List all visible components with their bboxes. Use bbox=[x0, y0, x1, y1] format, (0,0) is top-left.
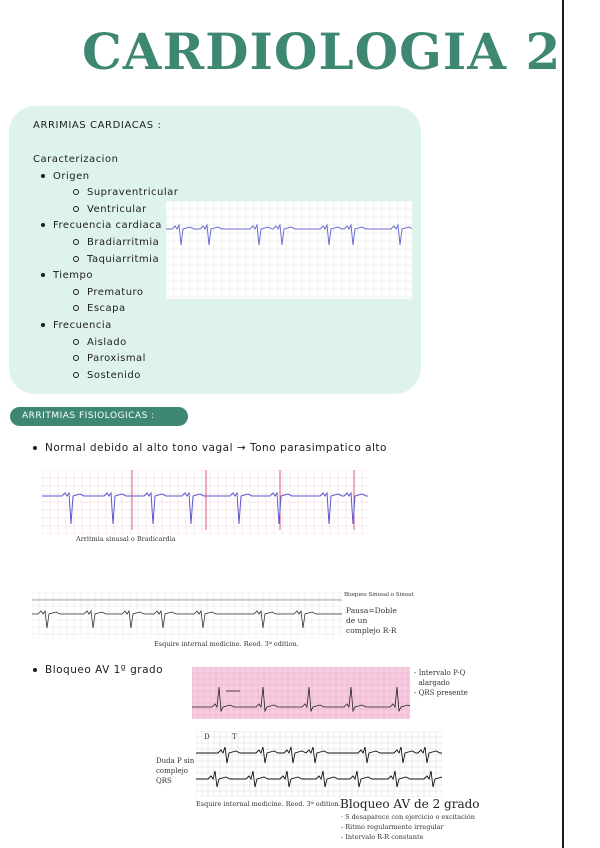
list-item-text: Supraventricular bbox=[87, 187, 179, 199]
list-item-text: Aislado bbox=[87, 336, 127, 348]
ecg-strip-card bbox=[166, 201, 412, 299]
bullet-bloqueo bbox=[33, 664, 163, 676]
card-heading: ARRIMIAS CARDIACAS : bbox=[33, 120, 162, 131]
circle-bullet bbox=[73, 289, 79, 295]
list-item bbox=[33, 368, 178, 385]
list-item-text: Prematuro bbox=[87, 286, 144, 298]
page-edge-rule bbox=[562, 0, 564, 848]
caption-esquire-1: Esquire internal medicine. Reed. 3ª edition. bbox=[154, 640, 299, 648]
bloqueo2-notes: · S desaparece con ejercicio o excitación - Ritmo regularmente irregular - Intervalo R-R constante bbox=[341, 813, 475, 841]
bullet-dot bbox=[33, 668, 37, 672]
list-item-text: Taquiarritmia bbox=[87, 253, 160, 265]
list-item bbox=[33, 268, 178, 285]
list-item-text: Caracterizacion bbox=[33, 154, 119, 165]
list-item-text: Bradiarritmia bbox=[87, 236, 160, 248]
bullet-normal bbox=[33, 442, 387, 454]
list-item bbox=[33, 202, 178, 219]
list-item bbox=[33, 252, 178, 269]
bullet-dot bbox=[33, 446, 37, 450]
caption-sinus: Arritmia sinusal o Bradicardia bbox=[76, 535, 176, 543]
list-item bbox=[33, 318, 178, 335]
ecg-strip-av-block-1 bbox=[192, 667, 410, 719]
label-bloqueo-sinusal: Bloqueo Sinusal o Sinoat bbox=[344, 592, 414, 598]
circle-bullet bbox=[73, 372, 79, 378]
list-item bbox=[33, 335, 178, 352]
list-item bbox=[33, 169, 178, 186]
section-pill: ARRITMIAS FISIOLOGICAS : bbox=[10, 407, 188, 426]
circle-bullet bbox=[73, 206, 79, 212]
ecg-label-d: D bbox=[204, 733, 210, 741]
list-item bbox=[33, 235, 178, 252]
circle-bullet bbox=[73, 239, 79, 245]
note-pausa: Pausa=Doble de un complejo R-R bbox=[346, 606, 397, 635]
list-item-text: Frecuencia cardiaca bbox=[53, 220, 162, 232]
ecg-label-t: T bbox=[232, 733, 237, 741]
list-item-text: Ventricular bbox=[87, 203, 147, 215]
list-item-text: Sostenido bbox=[87, 369, 141, 381]
bloqueo2-title: Bloqueo AV de 2 grado bbox=[340, 797, 480, 811]
list-item bbox=[33, 185, 178, 202]
circle-bullet bbox=[73, 339, 79, 345]
ecg-strip-sinus-block bbox=[32, 592, 342, 638]
classification-list bbox=[33, 152, 178, 384]
bullet-dot bbox=[41, 323, 45, 327]
ecg-strip-sinus bbox=[42, 470, 368, 534]
list-item bbox=[33, 351, 178, 368]
list-item bbox=[33, 285, 178, 302]
list-item bbox=[33, 218, 178, 235]
list-item-text: Paroxismal bbox=[87, 353, 146, 365]
list-item-text: Frecuencia bbox=[53, 319, 112, 331]
list-item bbox=[33, 152, 178, 169]
circle-bullet bbox=[73, 355, 79, 361]
bullet-dot bbox=[41, 223, 45, 227]
list-item-text: Tiempo bbox=[53, 270, 93, 282]
bullet-normal-text: Normal debido al alto tono vagal → Tono parasimpatico alto bbox=[45, 442, 387, 454]
circle-bullet bbox=[73, 256, 79, 262]
list-item bbox=[33, 301, 178, 318]
list-item-text: Origen bbox=[53, 170, 90, 182]
page-title: CARDIOLOGIA 2 bbox=[82, 22, 562, 81]
bullet-dot bbox=[41, 174, 45, 178]
bullet-dot bbox=[41, 273, 45, 277]
circle-bullet bbox=[73, 189, 79, 195]
list-item-text: Escapa bbox=[87, 303, 126, 315]
bullet-bloqueo-text: Bloqueo AV 1º grado bbox=[45, 664, 164, 676]
notes-bloqueo-1: - Intervalo P-Q alargado - QRS presente bbox=[414, 669, 468, 697]
caption-esquire-2: Esquire internal medicine. Reed. 3ª edition. bbox=[196, 800, 341, 808]
circle-bullet bbox=[73, 305, 79, 311]
note-duda: Duda P sin complejo QRS bbox=[156, 757, 195, 785]
